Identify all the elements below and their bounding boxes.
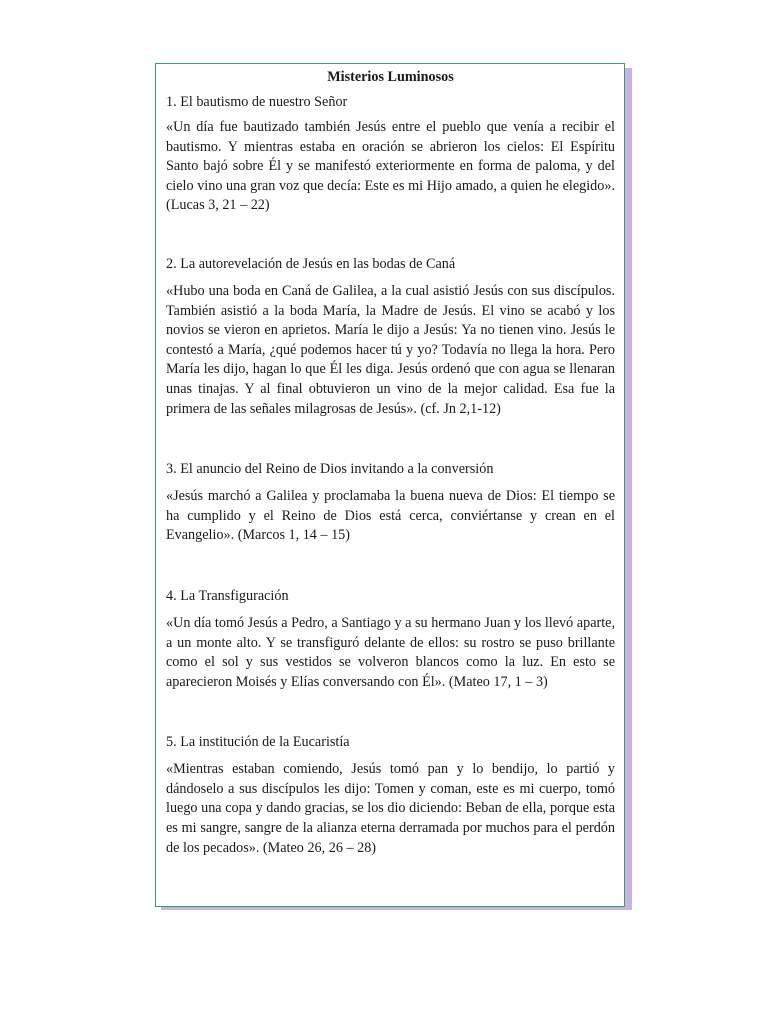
mystery-text-3: «Jesús marchó a Galilea y proclamaba la buena nueva de Dios: El tiempo se ha cumplido y el Reino de Dios está cerca, conviértanse y crean en el Evangelio». (Marcos 1, 14 – 15) (166, 488, 615, 544)
mystery-text-1: «Un día fue bautizado también Jesús entre el pueblo que venía a recibir el bautismo. Y mientras estaba en oración se abrieron los cielos: El Espíritu Santo bajó sobre Él y se manifestó exteriormente en forma de paloma, y del cielo vino una gran voz que decía: Este es mi Hijo amado, a quien he elegido». (Lucas 3, 21 – 22) (166, 119, 615, 214)
mystery-text-4: «Un día tomó Jesús a Pedro, a Santiago y a su hermano Juan y los llevó aparte, a un monte alto. Y se transfiguró delante de ellos: su rostro se puso brillante como el sol y sus vestidos se volveron blancos como la luz. En esto se aparecieron Moisés y Elías conversando con Él». (Mateo 17, 1 – 3) (166, 614, 615, 690)
mystery-heading-3: 3. El anuncio del Reino de Dios invitando a la conversión (166, 461, 494, 478)
mysteries-box (155, 63, 625, 907)
mystery-heading-2: 2. La autorevelación de Jesús en las bodas de Caná (166, 255, 456, 272)
document-title: Misterios Luminosos (327, 69, 454, 85)
mystery-text-2: «Hubo una boda en Caná de Galilea, a la cual asistió Jesús con sus discípulos. También asistió a la boda María, la Madre de Jesús. El vino se acabó y los novios se vieron en aprietos. María le dijo a Jesús: Ya no tienen vino. Jesús le contestó a María, ¿qué podemos hacer tú y yo? Todavía no llega la hora. Pero María les dijo, hagan lo que Él les diga. Jesús ordenó que con agua se llenaran unas tinajas. Y al final obtuvieron un vino de la mejor calidad. Esa fue la primera de las señales milagrosas de Jesús». (cf. Jn 2,1-12) (166, 282, 615, 417)
mystery-heading-4: 4. La Transfiguración (166, 587, 289, 604)
mystery-heading-1: 1. El bautismo de nuestro Señor (166, 94, 348, 110)
mystery-heading-5: 5. La institución de la Eucaristía (166, 734, 350, 751)
mystery-text-5: «Mientras estaban comiendo, Jesús tomó pan y lo bendijo, lo partió y dándoselo a sus discípulos les dijo: Tomen y coman, este es mi cuerpo, tomó luego una copa y dando gracias, se los dio diciendo: Beban de ella, porque esta es mi sangre, sangre de la alianza eterna derramada por muchos para el perdón de los pecados». (Mateo 26, 26 – 28) (166, 761, 615, 856)
